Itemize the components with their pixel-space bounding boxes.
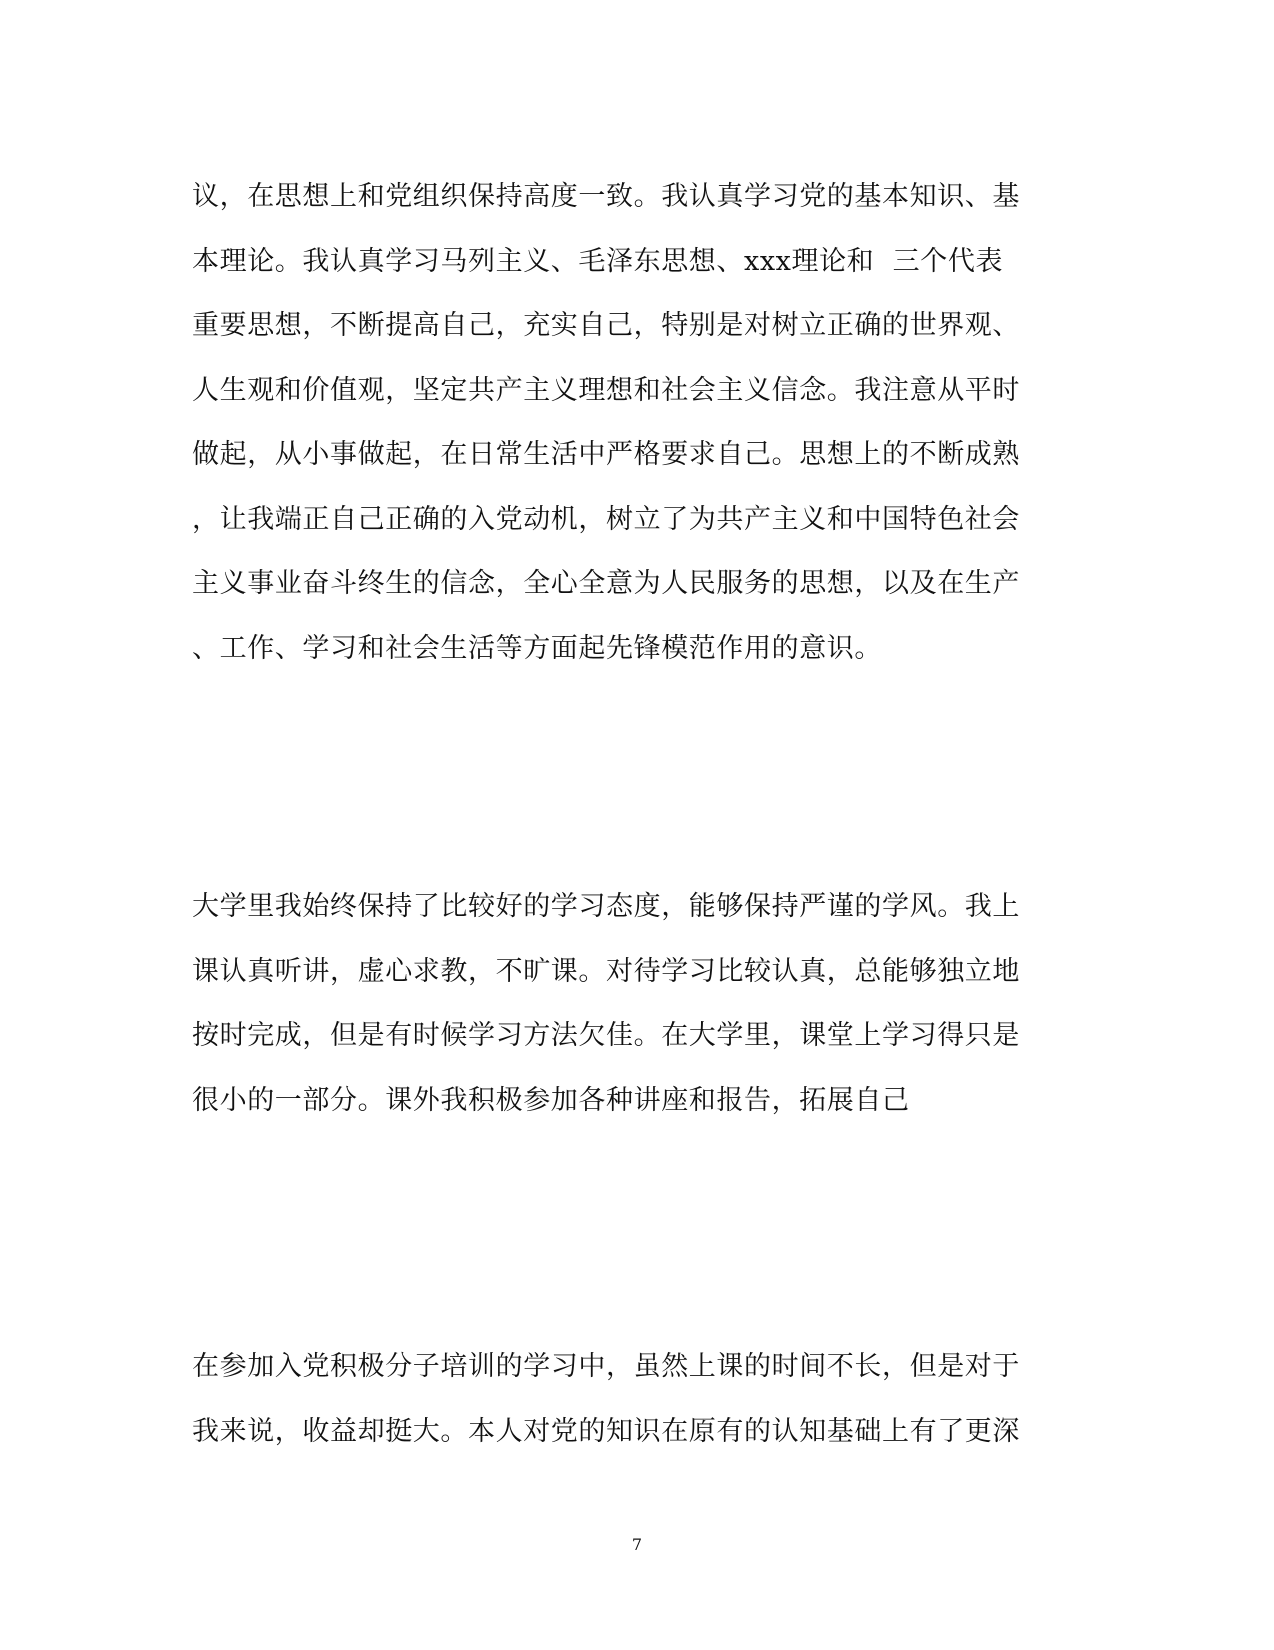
text-line: 本理论。我认真学习马列主义、毛泽东思想、xxx理论和 三个代表 <box>192 245 1004 277</box>
text-line: 议，在思想上和党组织保持高度一致。我认真学习党的基本知识、基 <box>192 181 1020 212</box>
text-line: 做起，从小事做起，在日常生活中严格要求自己。思想上的不断成熟 <box>192 439 1020 470</box>
text-line: 很小的一部分。课外我积极参加各种讲座和报告，拓展自己 <box>192 1084 910 1116</box>
text-line: 主义事业奋斗终生的信念，全心全意为人民服务的思想，以及在生产 <box>192 568 1020 599</box>
text-line: 按时完成，但是有时候学习方法欠佳。在大学里，课堂上学习得只是 <box>192 1020 1020 1051</box>
text-line: 人生观和价值观，坚定共产主义理想和社会主义信念。我注意从平时 <box>192 374 1020 406</box>
text-line: ，让我端正自己正确的入党动机，树立了为共产主义和中国特色社会 <box>192 503 1020 535</box>
paragraph-university-study <box>192 875 1072 1133</box>
page-number: 7 <box>631 1535 643 1554</box>
text-line: 课认真听讲，虚心求教，不旷课。对待学习比较认真，总能够独立地 <box>192 955 1020 987</box>
text-line: 在参加入党积极分子培训的学习中，虽然上课的时间不长，但是对于 <box>192 1351 1020 1382</box>
text-line: 大学里我始终保持了比较好的学习态度，能够保持严谨的学风。我上 <box>192 891 1020 922</box>
text-line: 我来说，收益却挺大。本人对党的知识在原有的认知基础上有了更深 <box>192 1415 1020 1447</box>
text-line: 、工作、学习和社会生活等方面起先锋模范作用的意识。 <box>192 632 882 664</box>
paragraph-training <box>192 1335 1072 1464</box>
paragraph-party-study <box>192 165 1072 681</box>
text-line: 重要思想，不断提高自己，充实自己，特别是对树立正确的世界观、 <box>192 310 1020 341</box>
